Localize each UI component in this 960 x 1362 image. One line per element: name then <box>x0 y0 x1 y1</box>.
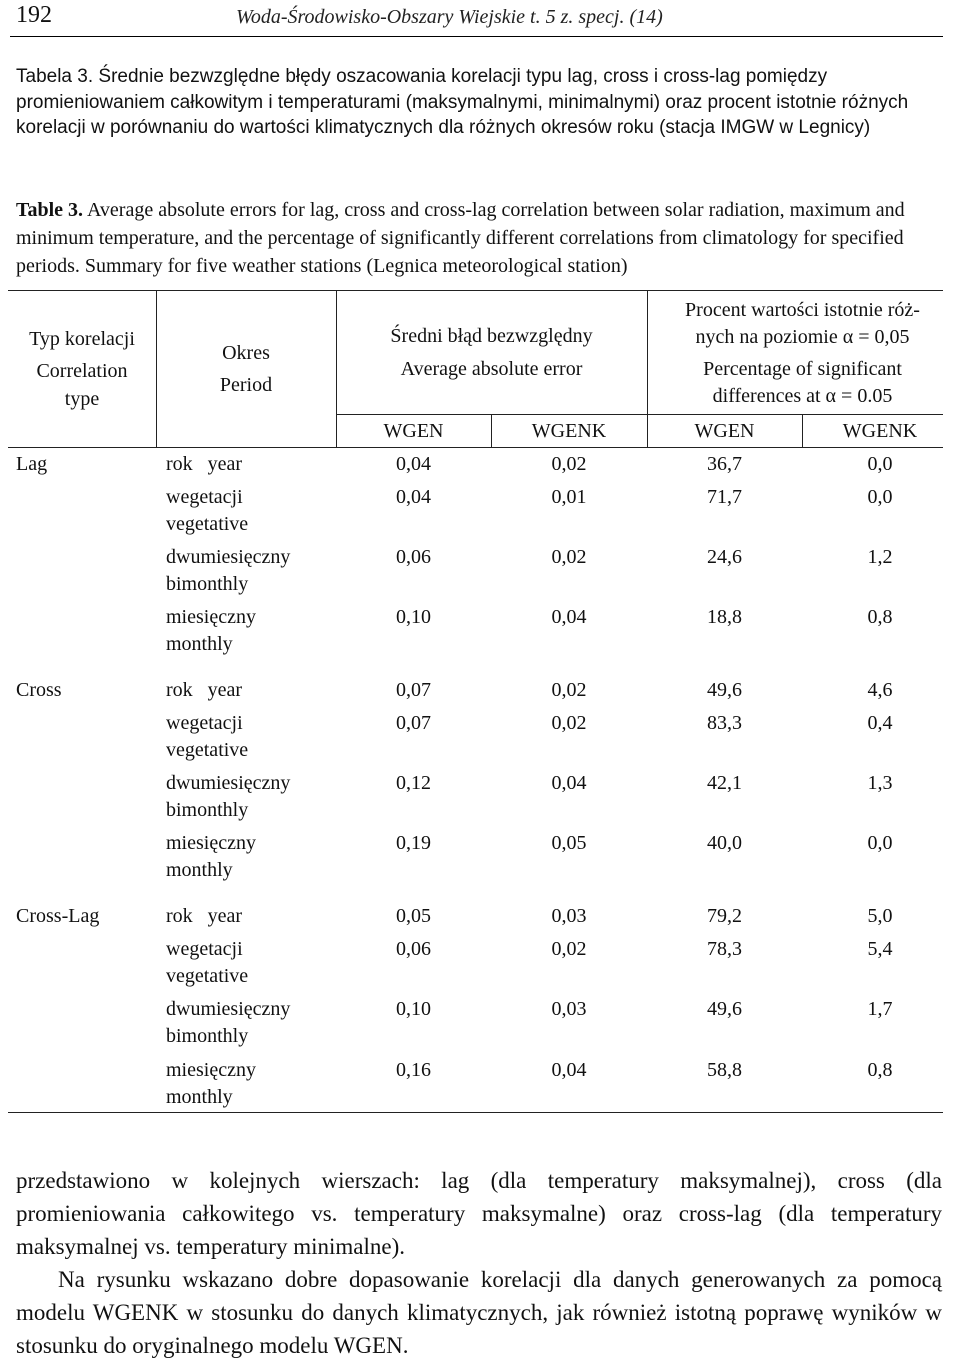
value-cell: 78,3 <box>707 938 742 960</box>
period-label: dwumiesięczny <box>166 772 291 794</box>
value-cell: 0,04 <box>551 772 587 794</box>
value-cell: 0,02 <box>551 712 587 734</box>
period-label-en: vegetative <box>166 513 249 535</box>
subheader-wgenk: WGENK <box>842 420 918 442</box>
value-cell: 0,05 <box>396 905 431 927</box>
running-header <box>16 2 942 36</box>
header-type-pl: Typ korelacji <box>29 328 135 350</box>
value-cell: 40,0 <box>707 832 742 854</box>
period-label: wegetacji <box>166 486 243 508</box>
header-type-en: type <box>64 388 100 410</box>
value-cell: 1,3 <box>867 772 893 794</box>
period-label: rok year <box>166 453 243 475</box>
value-cell: 0,10 <box>396 606 431 628</box>
value-cell: 0,03 <box>551 905 587 927</box>
period-label-en: bimonthly <box>166 1025 249 1047</box>
period-label-en: bimonthly <box>166 573 249 595</box>
period-label-en: vegetative <box>166 739 249 761</box>
value-cell: 0,4 <box>867 712 893 734</box>
value-cell: 0,04 <box>396 453 431 475</box>
value-cell: 49,6 <box>707 998 742 1020</box>
page-number: 192 <box>16 2 52 28</box>
body-text <box>16 1164 942 1362</box>
period-label-en: vegetative <box>166 965 249 987</box>
period-label: miesięczny <box>166 1059 256 1081</box>
value-cell: 1,2 <box>867 546 893 568</box>
period-label: wegetacji <box>166 938 243 960</box>
period-label: miesięczny <box>166 606 256 628</box>
table-header-bottom-rule <box>8 447 943 448</box>
journal-title: Woda-Środowisko-Obszary Wiejskie t. 5 z. specj. (14) <box>236 6 663 28</box>
value-cell: 83,3 <box>707 712 742 734</box>
subheader-wgen: WGEN <box>694 420 755 442</box>
header-mae-pl: Średni błąd bezwzględny <box>390 325 593 347</box>
table-bottom-rule <box>8 1112 943 1113</box>
table-subheader-rule <box>336 414 943 415</box>
header-rule <box>10 36 943 37</box>
value-cell: 0,05 <box>551 832 587 854</box>
value-cell: 36,7 <box>707 453 742 475</box>
value-cell: 0,10 <box>396 998 431 1020</box>
value-cell: 58,8 <box>707 1059 742 1081</box>
header-pct-pl: nych na poziomie α = 0,05 <box>695 326 910 348</box>
period-label: wegetacji <box>166 712 243 734</box>
value-cell: 5,4 <box>867 938 893 960</box>
value-cell: 0,8 <box>867 606 893 628</box>
value-cell: 4,6 <box>867 679 893 701</box>
period-label: rok year <box>166 679 243 701</box>
correlation-type-label: Cross-Lag <box>16 905 100 927</box>
value-cell: 0,07 <box>396 712 431 734</box>
caption-label-pl: Tabela 3. <box>16 66 94 87</box>
value-cell: 71,7 <box>707 486 742 508</box>
value-cell: 42,1 <box>707 772 742 794</box>
body-paragraph: przedstawiono w kolejnych wierszach: lag (dla temperatury maksymalnej), cross (dla promieniowania całkowitego vs. temperatury maksymalne) oraz cross-lag (dla temperatury maksymalnej vs. temperatury minimalne). <box>16 1168 942 1259</box>
value-cell: 79,2 <box>707 905 742 927</box>
value-cell: 0,04 <box>396 486 431 508</box>
value-cell: 0,16 <box>396 1059 431 1081</box>
caption-text-en: Average absolute errors for lag, cross and cross-lag correlation between solar radiation, maximum and minimum temperature, and the percentage of significantly different correlations from climatology for specified periods. Summary for five weather stations (Legnica meteorological station) <box>16 199 905 277</box>
value-cell: 0,03 <box>551 998 587 1020</box>
subheader-wgen: WGEN <box>383 420 444 442</box>
value-cell: 0,02 <box>551 938 587 960</box>
period-label: rok year <box>166 905 243 927</box>
caption-label-en: Table 3. <box>16 199 84 221</box>
value-cell: 0,04 <box>551 606 587 628</box>
value-cell: 24,6 <box>707 546 742 568</box>
value-cell: 0,0 <box>867 453 893 475</box>
value-cell: 0,06 <box>396 546 431 568</box>
value-cell: 0,01 <box>551 486 587 508</box>
header-pct-en: differences at α = 0.05 <box>712 385 893 407</box>
subheader-wgenk: WGENK <box>531 420 607 442</box>
value-cell: 0,0 <box>867 486 893 508</box>
caption-text-pl: Średnie bezwzględne błędy oszacowania korelacji typu lag, cross i cross-lag pomiędzy promieniowaniem całkowitym i temperaturami (maksymalnymi, minimalnymi) oraz procent istotnie różnych korelacji w porównaniu do wartości klimatycznych dla różnych okresów roku (stacja IMGW w Legnicy) <box>16 66 909 138</box>
value-cell: 49,6 <box>707 679 742 701</box>
value-cell: 0,02 <box>551 453 587 475</box>
period-label: dwumiesięczny <box>166 546 291 568</box>
value-cell: 0,06 <box>396 938 431 960</box>
period-label-en: monthly <box>166 859 233 881</box>
value-cell: 0,12 <box>396 772 431 794</box>
table-caption-polish <box>16 64 942 141</box>
value-cell: 0,02 <box>551 546 587 568</box>
header-pct-en: Percentage of significant <box>703 358 902 380</box>
period-label-en: bimonthly <box>166 799 249 821</box>
value-cell: 18,8 <box>707 606 742 628</box>
value-cell: 0,02 <box>551 679 587 701</box>
body-paragraph: Na rysunku wskazano dobre dopasowanie korelacji dla danych generowanych za pomocą modelu WGENK w stosunku do danych klimatycznych, jak również istotną poprawę wyników w stosunku do oryginalnego modelu WGEN. <box>16 1267 942 1358</box>
value-cell: 0,0 <box>867 832 893 854</box>
correlation-type-label: Lag <box>16 453 48 475</box>
value-cell: 0,07 <box>396 679 431 701</box>
header-type-en: Correlation <box>36 360 128 382</box>
header-mae-en: Average absolute error <box>400 358 583 380</box>
table-top-rule <box>8 290 943 291</box>
value-cell: 0,19 <box>396 832 431 854</box>
table-divider <box>156 290 157 447</box>
header-pct-pl: Procent wartości istotnie róż- <box>685 299 920 321</box>
period-label: dwumiesięczny <box>166 998 291 1020</box>
correlation-type-label: Cross <box>16 679 62 701</box>
table-caption-english <box>16 196 942 280</box>
value-cell: 0,04 <box>551 1059 587 1081</box>
value-cell: 1,7 <box>867 998 893 1020</box>
header-period-pl: Okres <box>222 342 270 364</box>
period-label-en: monthly <box>166 1086 233 1108</box>
value-cell: 0,8 <box>867 1059 893 1081</box>
period-label-en: monthly <box>166 633 233 655</box>
header-period-en: Period <box>219 374 273 396</box>
period-label: miesięczny <box>166 832 256 854</box>
value-cell: 5,0 <box>867 905 893 927</box>
